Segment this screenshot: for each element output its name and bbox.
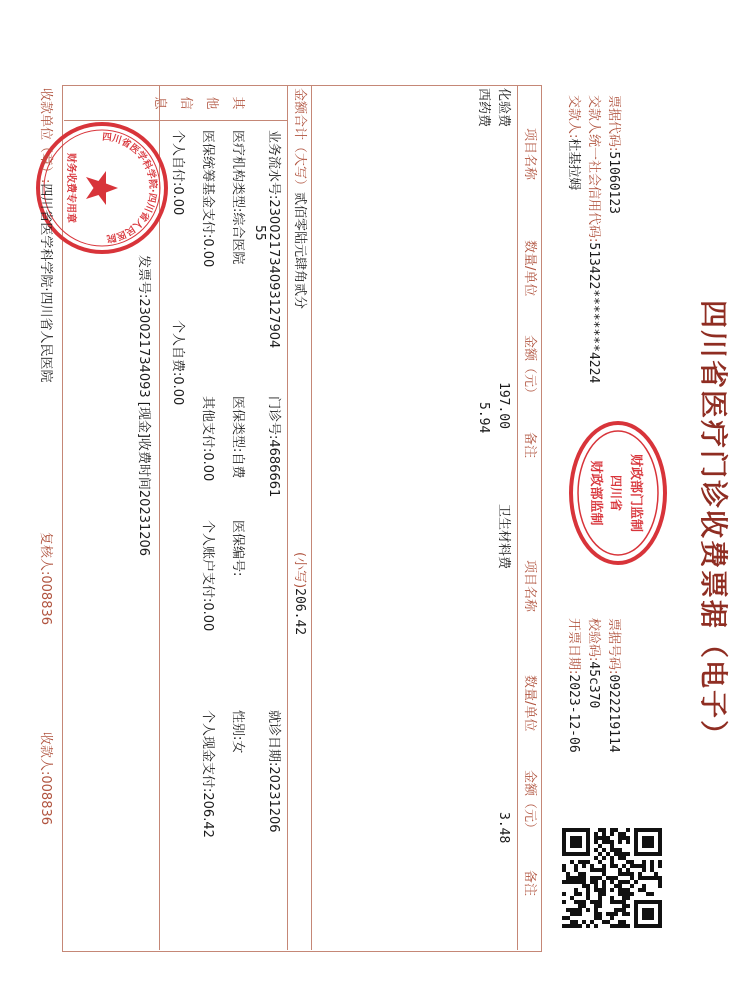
official-seal	[32, 118, 172, 258]
supervision-seal-top: 财政部门监制	[628, 453, 643, 533]
gender: 性别:女	[230, 710, 245, 754]
col-amount-right: 金额（元）	[522, 770, 537, 836]
insurance-no: 医保编号:	[230, 520, 245, 577]
col-qty-left: 数量/单位	[522, 240, 537, 297]
footer-collector: 收款单位（章）:四川省医学科学院·四川省人民医院	[38, 88, 53, 383]
other-pay: 其他支付:0.00	[200, 396, 215, 482]
item-left-1-amount: 197.00	[496, 382, 511, 429]
total-upper: 金额合计（大写）贰佰零陆元肆角贰分	[292, 88, 307, 310]
item-right-1-amount: 3.48	[496, 812, 511, 844]
header-bill-code: 票据代码:51060123	[606, 95, 621, 215]
institution-type: 医疗机构类型:综合医院	[230, 130, 245, 265]
invoice-line: 发票号:230021734093 [现金]收费时间20231206	[136, 255, 151, 557]
col-note-left: 备注	[522, 432, 537, 459]
item-left-2-amount: 5.94	[476, 402, 491, 434]
header-bill-number: 票据号码:0922219114	[606, 618, 621, 753]
total-line-bottom	[287, 85, 288, 950]
header-payer: 交款人:杜基拉姆	[566, 95, 581, 191]
cash-pay: 个人现金支付:206.42	[200, 710, 215, 838]
other-info-label: 其他信息	[152, 96, 245, 110]
col-item-left: 项目名称	[522, 128, 537, 181]
official-seal-top: 四川省医学科学院·四川省人民医院	[101, 131, 159, 244]
clinic-no: 门诊号:4686661	[266, 396, 281, 498]
fund-pay: 医保统筹基金支付:0.00	[200, 130, 215, 268]
supervision-seal-bottom: 财政部监制	[588, 460, 603, 526]
col-qty-right: 数量/单位	[522, 675, 537, 732]
supervision-seal	[565, 418, 670, 568]
visit-date: 就诊日期:20231206	[266, 710, 281, 833]
seal-star-icon	[86, 171, 118, 205]
biz-serial: 业务流水号:230021734093127904	[266, 130, 281, 349]
biz-serial-wrap: 55	[252, 225, 267, 241]
header-payer-code: 交款人统一社会信用代码:513422********4224	[586, 95, 601, 384]
official-seal-bottom: 财务收费专用章	[65, 153, 76, 223]
footer-payee: 收款人:008836	[38, 732, 53, 826]
supervision-seal-mid: 四川省	[609, 474, 623, 512]
account-pay: 个人账户支付:0.00	[200, 520, 215, 632]
self-pay: 个人自付:0.00	[170, 130, 185, 216]
qr-code	[562, 828, 662, 928]
header-check-code: 校验码:45c370	[586, 618, 601, 709]
self-fee: 个人自费:0.00	[170, 320, 185, 406]
item-left-2-name: 西药费	[476, 88, 491, 128]
item-left-1-name: 化验费	[496, 88, 511, 128]
column-header-line	[517, 85, 518, 950]
total-line-top	[311, 85, 312, 950]
item-right-1-name: 卫生材料费	[496, 504, 511, 570]
col-amount-left: 金额（元）	[522, 335, 537, 401]
insurance-type: 医保类型:自费	[230, 396, 245, 479]
footer-reviewer: 复核人:008836	[38, 532, 53, 626]
receipt-title: 四川省医疗门诊收费票据（电子）	[697, 300, 730, 751]
col-item-right: 项目名称	[522, 560, 537, 613]
header-issue-date: 开票日期:2023-12-06	[566, 618, 581, 753]
col-note-right: 备注	[522, 870, 537, 897]
total-small: (小写)206.42	[292, 552, 307, 636]
